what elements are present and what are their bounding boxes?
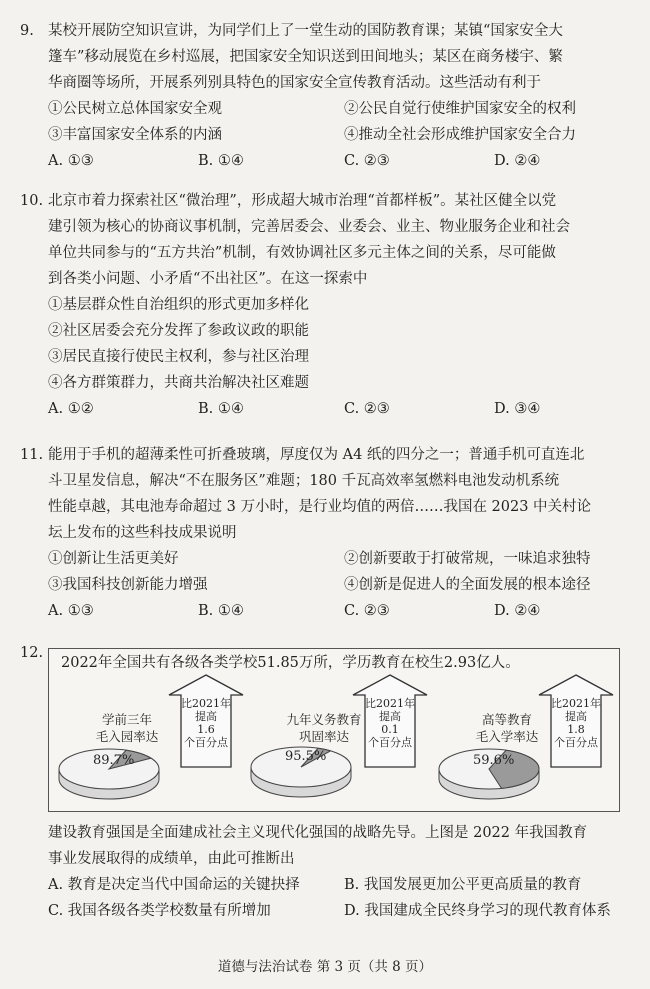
statement-option: ③我国科技创新能力增强 bbox=[48, 577, 208, 593]
answer-choice-c[interactable]: C. 我国各级各类学校数量有所增加 bbox=[48, 903, 271, 919]
stem-line: 事业发展取得的成绩单，由此可推断出 bbox=[48, 851, 295, 867]
education-stats-figure bbox=[48, 648, 620, 812]
stem-line: 斗卫星发信息，解决“不在服务区”难题；180 千瓦高效率氢燃料电池发动机系统 bbox=[48, 473, 560, 489]
answer-choice-b[interactable]: B. ①④ bbox=[198, 603, 244, 619]
answer-choice-b[interactable]: B. 我国发展更加公平更高质量的教育 bbox=[344, 877, 582, 893]
increase-arrow-text-1: 比2021年 提高 1.6 个百分点 bbox=[181, 697, 231, 749]
stem-line: 性能卓越，其电池寿命超过 3 万小时，是行业均值的两倍……我国在 2023 中关村论 bbox=[48, 499, 592, 515]
stem-line: 某校开展防空知识宣讲，为同学们上了一堂生动的国防教育课；某镇“国家安全大 bbox=[48, 23, 563, 39]
stat-label-1: 学前三年 毛入园率达 bbox=[95, 712, 159, 744]
statement-option: ④推动全社会形成维护国家安全合力 bbox=[344, 127, 576, 143]
statement-option: ③居民直接行使民主权利，参与社区治理 bbox=[48, 349, 309, 365]
statement-option: ④各方群策群力，共商共治解决社区难题 bbox=[48, 375, 309, 391]
statement-option: ③丰富国家安全体系的内涵 bbox=[48, 127, 222, 143]
stem-line: 单位共同参与的“五方共治”机制，有效协调社区多元主体之间的关系，尽可能做 bbox=[48, 245, 556, 261]
answer-choice-c[interactable]: C. ②③ bbox=[344, 603, 390, 619]
answer-choice-d[interactable]: D. ②④ bbox=[494, 603, 541, 619]
question-11 bbox=[20, 442, 628, 624]
question-number: 9. bbox=[20, 23, 34, 39]
question-12-number bbox=[20, 640, 48, 666]
stem-line: 建引领为核心的协商议事机制，完善居委会、业委会、业主、物业服务企业和社会 bbox=[48, 219, 570, 235]
page-footer: 道德与法治试卷 第 3 页（共 8 页） bbox=[217, 959, 433, 975]
statement-option: ②社区居委会充分发挥了参政议政的职能 bbox=[48, 323, 309, 339]
stem-line: 到各类小问题、小矛盾“不出社区”。在这一探索中 bbox=[48, 271, 368, 287]
stem-line: 华商圈等场所，开展系列别具特色的国家安全宣传教育活动。这些活动有利于 bbox=[48, 75, 541, 91]
answer-choice-c[interactable]: C. ②③ bbox=[344, 153, 390, 169]
answer-choice-a[interactable]: A. ①③ bbox=[48, 153, 94, 169]
stem-line: 能用于手机的超薄柔性可折叠玻璃，厚度仅为 A4 纸的四分之一；普通手机可直连北 bbox=[48, 447, 585, 463]
statement-option: ①公民树立总体国家安全观 bbox=[48, 101, 222, 117]
statement-option: ②创新要敢于打破常规，一味追求独特 bbox=[344, 551, 591, 567]
question-10 bbox=[20, 188, 628, 422]
answer-choice-d[interactable]: D. 我国建成全民终身学习的现代教育体系 bbox=[344, 903, 611, 919]
question-number: 10. bbox=[20, 193, 44, 209]
increase-arrow-text-3: 比2021年 提高 1.8 个百分点 bbox=[551, 697, 601, 749]
question-9 bbox=[20, 18, 628, 174]
figure-heading: 2022年全国共有各级各类学校51.85万所，学历教育在校生2.93亿人。 bbox=[61, 655, 520, 671]
answer-choice-a[interactable]: A. ①② bbox=[48, 401, 94, 417]
question-12-stem bbox=[20, 820, 628, 924]
question-number: 11. bbox=[20, 447, 44, 463]
answer-choice-b[interactable]: B. ①④ bbox=[198, 153, 244, 169]
stem-line: 篷车”移动展览在乡村巡展，把国家安全知识送到田间地头；某区在商务楼宇、繁 bbox=[48, 49, 563, 65]
answer-choice-d[interactable]: D. ③④ bbox=[494, 401, 541, 417]
stat-percent-3: 59.6% bbox=[473, 753, 515, 768]
question-number: 12. bbox=[20, 645, 44, 661]
answer-choice-b[interactable]: B. ①④ bbox=[198, 401, 244, 417]
stem-line: 北京市着力探索社区“微治理”，形成超大城市治理“首都样板”。某社区健全以党 bbox=[48, 193, 557, 209]
statement-option: ①基层群众性自治组织的形式更加多样化 bbox=[48, 297, 309, 313]
statement-option: ①创新让生活更美好 bbox=[48, 551, 179, 567]
stem-line: 坛上发布的这些科技成果说明 bbox=[48, 525, 237, 541]
stem-line: 建设教育强国是全面建成社会主义现代化强国的战略先导。上图是 2022 年我国教育 bbox=[48, 825, 588, 841]
stat-percent-2: 95.5% bbox=[285, 749, 327, 764]
stat-percent-1: 89.7% bbox=[93, 753, 135, 768]
stat-label-3: 高等教育 毛入学率达 bbox=[475, 712, 539, 744]
statement-option: ②公民自觉行使维护国家安全的权利 bbox=[344, 101, 576, 117]
answer-choice-a[interactable]: A. 教育是决定当代中国命运的关键抉择 bbox=[48, 877, 300, 893]
stat-label-2: 九年义务教育 巩固率达 bbox=[286, 712, 362, 744]
answer-choice-a[interactable]: A. ①③ bbox=[48, 603, 94, 619]
answer-choice-d[interactable]: D. ②④ bbox=[494, 153, 541, 169]
increase-arrow-text-2: 比2021年 提高 0.1 个百分点 bbox=[365, 697, 415, 749]
answer-choice-c[interactable]: C. ②③ bbox=[344, 401, 390, 417]
statement-option: ④创新是促进人的全面发展的根本途径 bbox=[344, 577, 591, 593]
